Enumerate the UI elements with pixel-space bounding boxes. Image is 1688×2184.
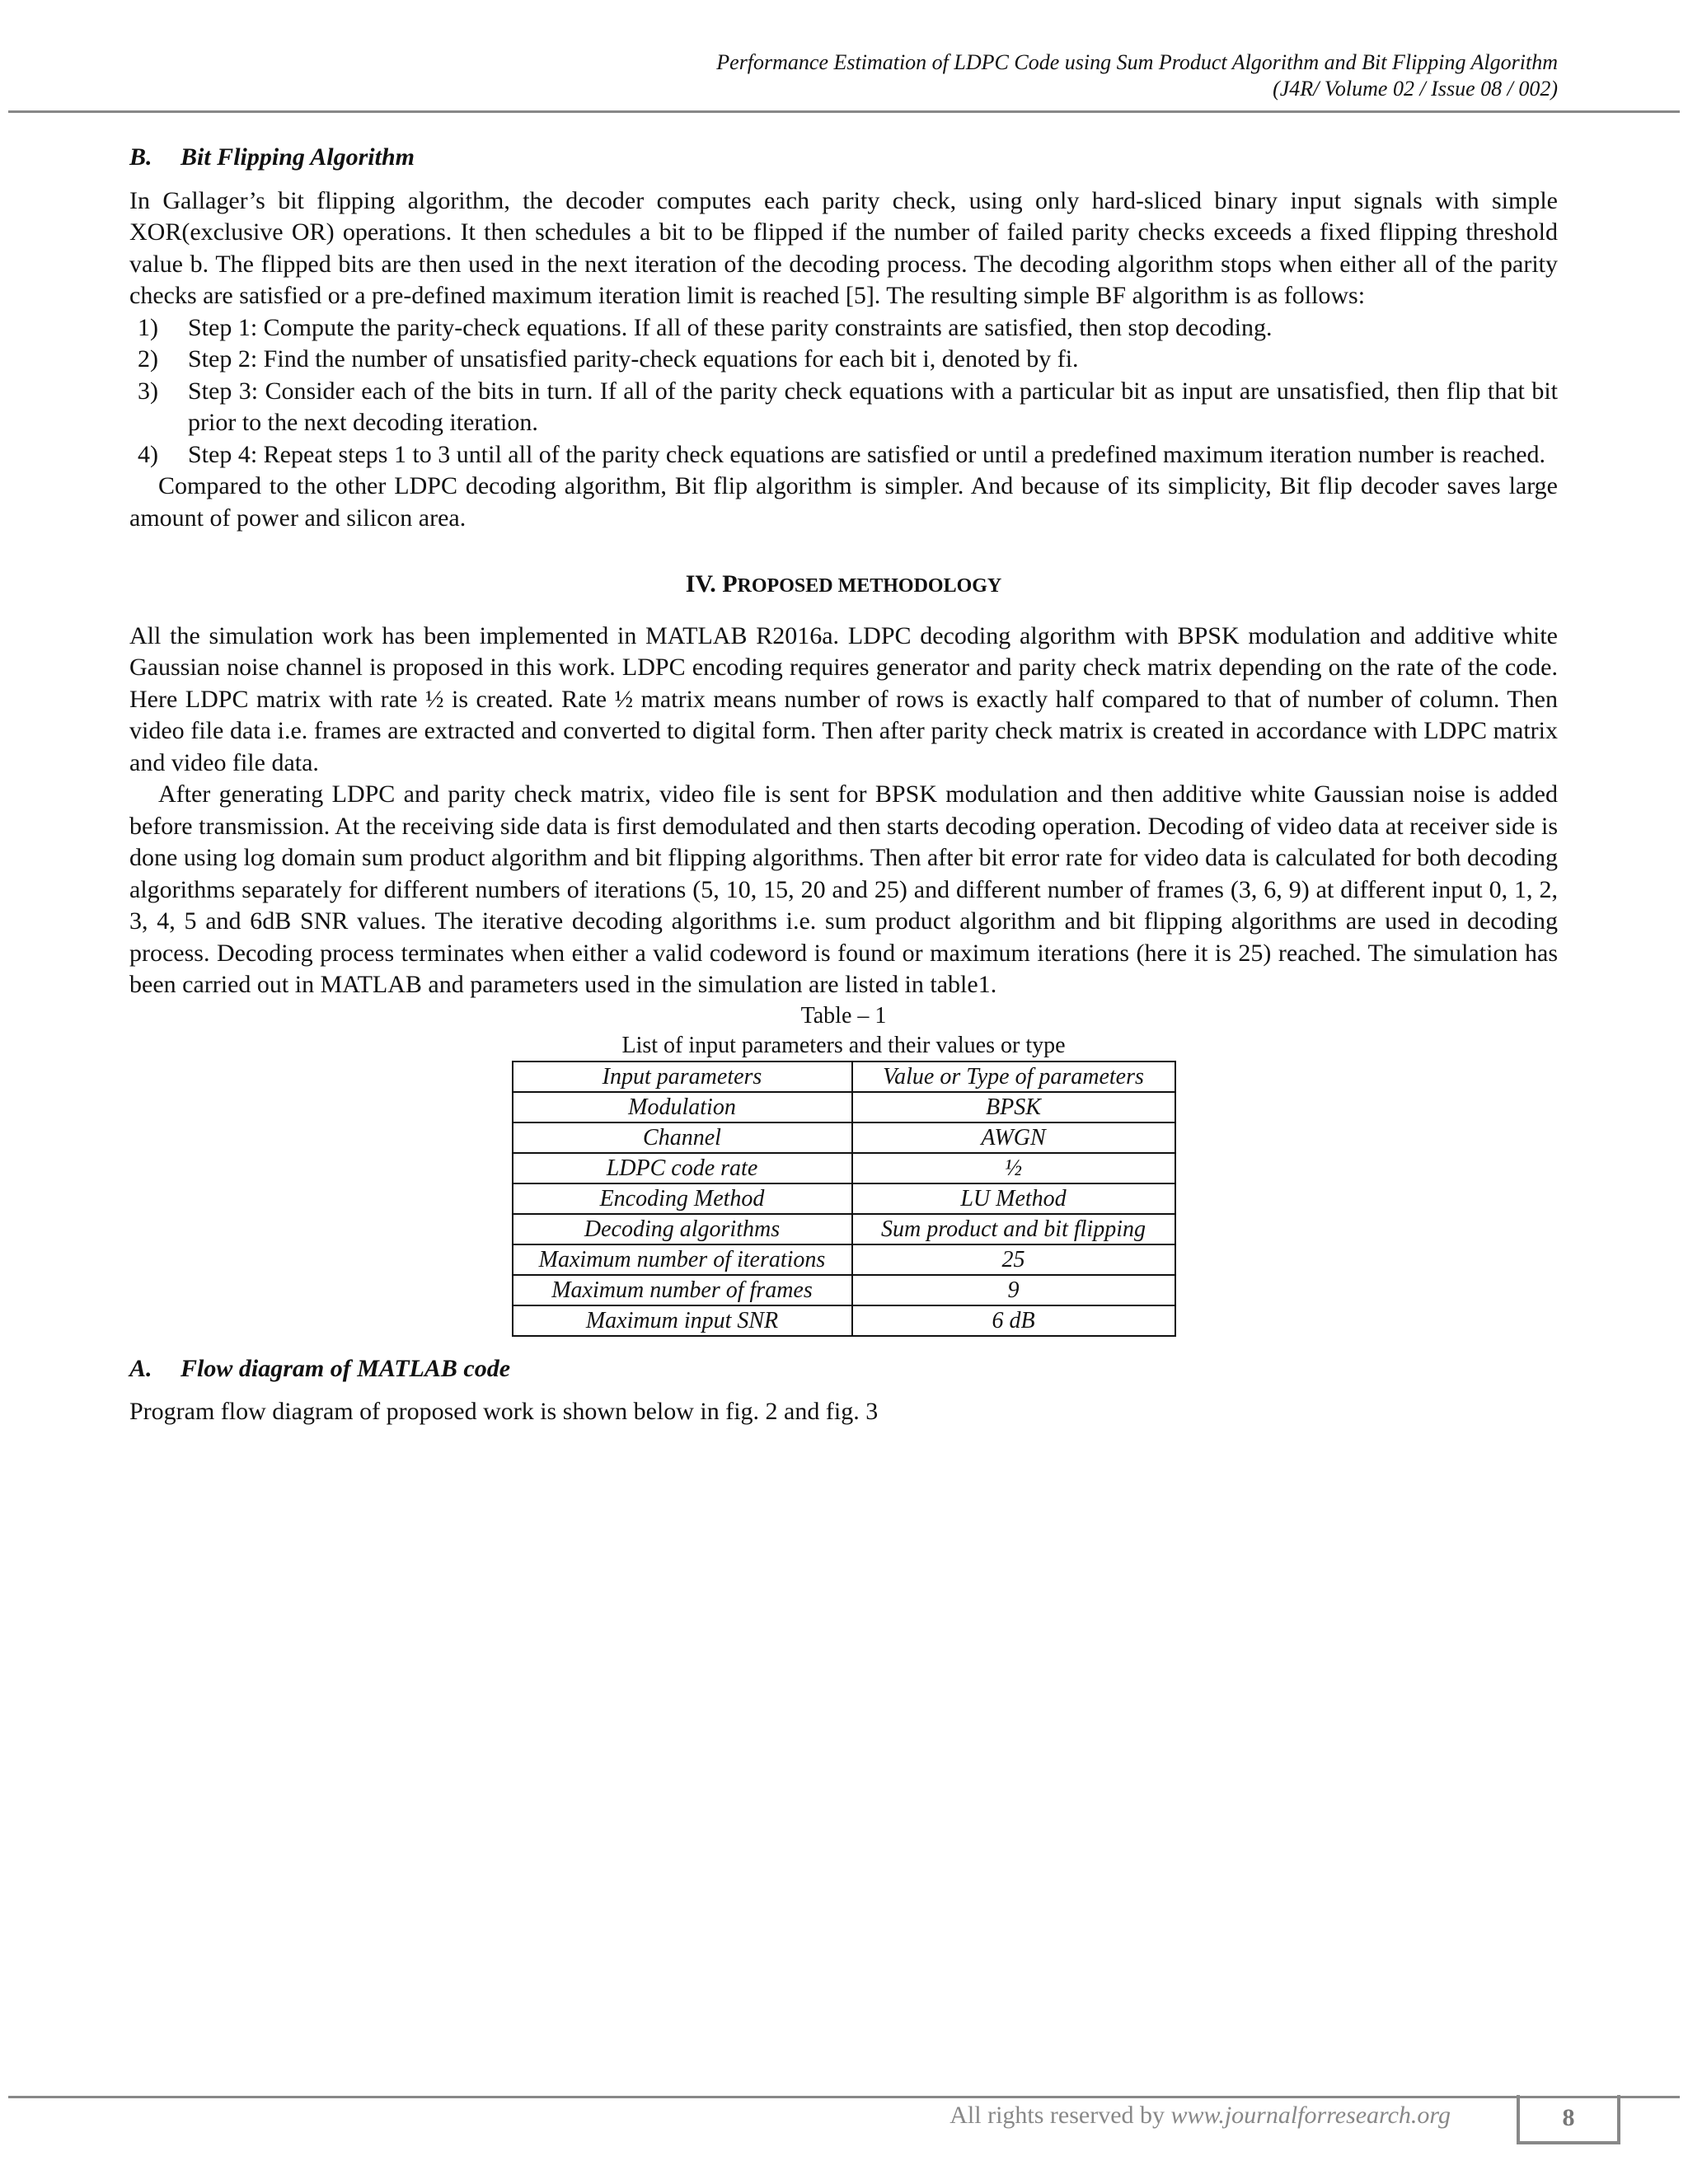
section-title-rest: ROPOSED METHODOLOGY [737,575,1002,597]
list-item [129,439,1558,471]
table-row [513,1244,1175,1275]
header-title: Performance Estimation of LDPC Code using Sum Product Algorithm and Bit Flipping Algorithm [716,50,1558,74]
footer-divider [8,2096,1680,2098]
table-cell: LDPC code rate [513,1153,852,1183]
flow-diagram-text: Program flow diagram of proposed work is shown below in fig. 2 and fig. 3 [129,1398,879,1425]
table-label: Table – 1 [800,1002,887,1029]
table-cell: Maximum number of iterations [513,1244,852,1275]
page-body [129,142,1558,1428]
table-cell: Modulation [513,1092,852,1122]
table-row [513,1183,1175,1214]
footer-rights [950,2102,1451,2130]
section-title-first: P [722,570,738,598]
list-item [129,376,1558,439]
step-number: 2) [138,345,158,373]
methodology-paragraph-1: All the simulation work has been implemented in MATLAB R2016a. LDPC decoding algorithm with BPSK modulation and additive white Gaussian noise channel is proposed in this work. LDPC encoding requires generator and parity check matrix depending on the rate of the code. Here LDPC matrix with rate ½ is created. Rate ½ matrix means number of rows is exactly half compared to that of number of column. Then video file data i.e. frames are extracted and converted to digital form. Then after parity check matrix is created in accordance with LDPC matrix and video file data. [129,621,1558,776]
step-number: 3) [138,377,158,405]
table-cell: AWGN [852,1122,1175,1153]
algorithm-steps [129,312,1558,471]
subsection-letter: A. [129,1354,152,1382]
table-cell: Maximum input SNR [513,1305,852,1336]
footer-site-link[interactable]: www.journalforresearch.org [1170,2102,1451,2129]
table-cell: ½ [852,1153,1175,1183]
table-cell: Decoding algorithms [513,1214,852,1244]
subsection-letter: B. [129,143,152,171]
table-row [513,1305,1175,1336]
running-header [0,49,1688,102]
table-cell: 9 [852,1275,1175,1305]
parameters-table [512,1061,1176,1337]
step-text: Step 3: Consider each of the bits in turn. If all of the parity check equations with a particular bit as input are unsatisfied, then flip that bit prior to the next decoding iteration. [188,377,1558,436]
table-cell: BPSK [852,1092,1175,1122]
step-number: 1) [138,313,158,341]
methodology-paragraph-2: After generating LDPC and parity check matrix, video file is sent for BPSK modulation and then additive white Gaussian noise is added before transmission. At the receiving side data is first demodulated and then starts decoding operation. Decoding of video data at receiver side is done using log domain sum product algorithm and bit flipping algorithms. Then after bit error rate for video data is calculated for both decoding algorithms separately for different numbers of iterations (5, 10, 15, 20 and 25) and different number of frames (3, 6, 9) at different input 0, 1, 2, 3, 4, 5 and 6dB SNR values. The iterative decoding algorithms i.e. sum product algorithm and bit flipping algorithms are used in decoding process. Decoding process terminates when either a valid codeword is found or maximum iterations (here it is 25) reached. The simulation has been carried out in MATLAB and parameters used in the simulation are listed in table1. [129,780,1558,998]
table-row [513,1153,1175,1183]
table-cell: Value or Type of parameters [852,1062,1175,1092]
section-numeral: IV. [685,570,716,598]
table-row [513,1214,1175,1244]
footer-rights-label: All rights reserved by [950,2102,1165,2129]
section-heading-proposed-methodology [129,569,1558,602]
table-caption: List of input parameters and their values or type [621,1032,1066,1058]
table-cell: Maximum number of frames [513,1275,852,1305]
table-cell: Channel [513,1122,852,1153]
table-cell: LU Method [852,1183,1175,1214]
table-cell: Input parameters [513,1062,852,1092]
subsection-title: Bit Flipping Algorithm [181,143,415,171]
table-cell: 6 dB [852,1305,1175,1336]
table-cell: 25 [852,1244,1175,1275]
step-text: Step 2: Find the number of unsatisfied parity-check equations for each bit i, denoted by fi. [188,345,1079,373]
list-item [129,344,1558,376]
page-number: 8 [1517,2095,1620,2144]
table-row [513,1275,1175,1305]
table-row [513,1092,1175,1122]
header-issue: (J4R/ Volume 02 / Issue 08 / 002) [1273,77,1558,101]
step-text: Step 1: Compute the parity-check equations. If all of these parity constraints are satisfied, then stop decoding. [188,313,1273,341]
header-divider [8,110,1680,113]
step-text: Step 4: Repeat steps 1 to 3 until all of the parity check equations are satisfied or until a predefined maximum iteration number is reached. [188,440,1546,468]
subsection-heading-flow-diagram [129,1353,1558,1385]
table-row [513,1122,1175,1153]
subsection-title: Flow diagram of MATLAB code [181,1354,511,1382]
bit-flipping-intro: In Gallager’s bit flipping algorithm, the decoder computes each parity check, using only hard-sliced binary input signals with simple XOR(exclusive OR) operations. It then schedules a bit to be flipped if the number of failed parity checks exceeds a fixed flipping threshold value b. The flipped bits are then used in the next iteration of the decoding process. The decoding algorithm stops when either all of the parity checks are satisfied or a pre-defined maximum iteration limit is reached [5]. The resulting simple BF algorithm is as follows: [129,186,1558,309]
table-cell: Encoding Method [513,1183,852,1214]
step-number: 4) [138,440,158,468]
table-row [513,1062,1175,1092]
bit-flipping-conclusion: Compared to the other LDPC decoding algorithm, Bit flip algorithm is simpler. And because of its simplicity, Bit flip decoder saves large amount of power and silicon area. [129,472,1558,532]
subsection-heading-bit-flipping [129,142,1558,174]
table-cell: Sum product and bit flipping [852,1214,1175,1244]
list-item [129,312,1558,344]
